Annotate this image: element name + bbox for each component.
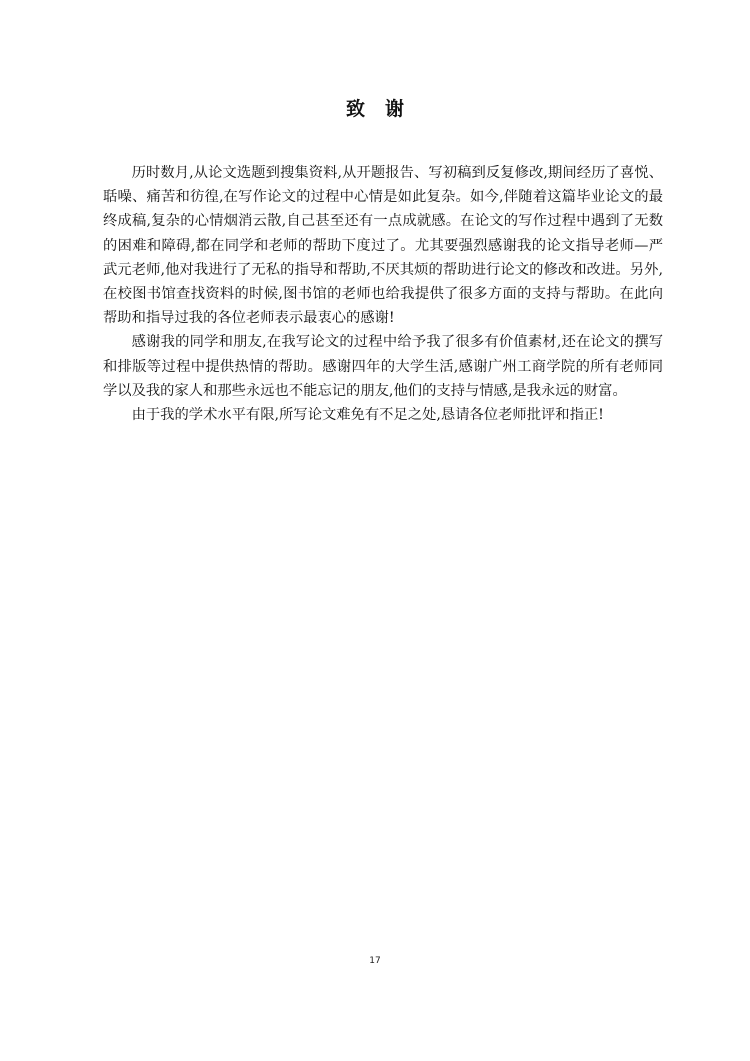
- paragraph: 由于我的学术水平有限,所写论文难免有不足之处,恳请各位老师批评和指正!: [131, 407, 604, 424]
- page-number: 17: [369, 956, 381, 966]
- acknowledgement-body: [103, 161, 663, 427]
- page-title: 致谢: [345, 98, 424, 120]
- paragraph: 历时数月,从论文选题到搜集资料,从开题报告、写初稿到反复修改,期间经历了喜悦、聒噪、痛苦和彷徨,在写作论文的过程中心情是如此复杂。如今,伴随着这篇毕业论文的最终成稿,复杂的心情烟消云散,自己甚至还有一点成就感。在论文的写作过程中遇到了无数的困难和障碍,都在同学和老师的帮助下度过了。尤其要强烈感谢我的论文指导老师—严武元老师,他对我进行了无私的指导和帮助,不厌其烦的帮助进行论文的修改和改进。另外,在校图书馆查找资料的时候,图书馆的老师也给我提供了很多方面的支持与帮助。在此向帮助和指导过我的各位老师表示最衷心的感谢!: [103, 165, 663, 327]
- paragraph: 感谢我的同学和朋友,在我写论文的过程中给予我了很多有价值素材,还在论文的撰写和排版等过程中提供热情的帮助。感谢四年的大学生活,感谢广州工商学院的所有老师同学以及我的家人和那些永远也不能忘记的朋友,他们的支持与情感,是我永远的财富。: [103, 334, 663, 399]
